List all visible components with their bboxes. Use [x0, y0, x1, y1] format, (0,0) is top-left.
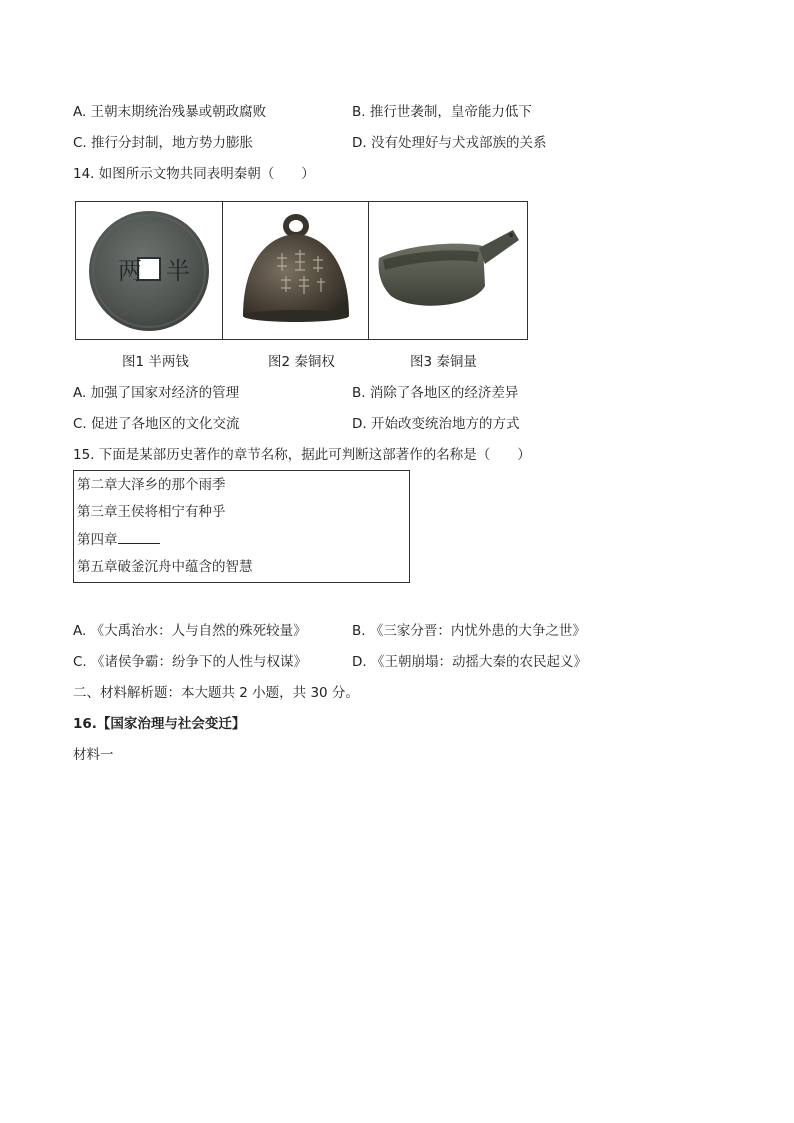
- figure-2-caption: 图2 秦铜权: [268, 354, 335, 370]
- q15-option-b: B. 《三家分晋：内忧外患的大争之世》: [352, 623, 586, 639]
- q15-option-c: C. 《诸侯争霸：纷争下的人性与权谋》: [73, 654, 308, 670]
- q16-title: 16.【国家治理与社会变迁】: [73, 716, 246, 732]
- q14-option-b: B. 消除了各地区的经济差异: [352, 385, 519, 401]
- figure-2-cell: [222, 202, 368, 339]
- chapter-list-box: [73, 470, 410, 583]
- material-one-label: 材料一: [73, 747, 114, 763]
- bronze-measure-icon: [373, 216, 523, 326]
- q13-option-d: D. 没有处理好与犬戎部族的关系: [352, 135, 547, 151]
- figure-3-caption: 图3 秦铜量: [410, 354, 477, 370]
- q13-option-a: A. 王朝末期统治残暴或朝政腐败: [73, 104, 267, 120]
- q14-option-d: D. 开始改变统治地方的方式: [352, 416, 520, 432]
- figure-1-caption: 图1 半两钱: [122, 354, 189, 370]
- q14-figure-panel: [75, 201, 528, 340]
- bronze-weight-icon: [233, 208, 359, 334]
- q14-option-a: A. 加强了国家对经济的管理: [73, 385, 240, 401]
- q13-option-c: C. 推行分封制，地方势力膨胀: [73, 135, 254, 151]
- coin-inscription-left: 两: [118, 256, 142, 285]
- q13-option-b: B. 推行世袭制，皇帝能力低下: [352, 104, 532, 120]
- q15-stem: 15. 下面是某部历史著作的章节名称，据此可判断这部著作的名称是（ ）: [73, 447, 531, 463]
- chapter-4-blank: [118, 531, 160, 544]
- chapter-5: 第五章破釜沉舟中蕴含的智慧: [77, 559, 253, 575]
- coin-inscription-right: 半: [166, 256, 190, 285]
- coin-icon: [86, 208, 212, 334]
- q15-option-a: A. 《大禹治水：人与自然的殊死较量》: [73, 623, 307, 639]
- chapter-2: 第二章大泽乡的那个雨季: [77, 477, 226, 493]
- q15-option-d: D. 《王朝崩塌：动摇大秦的农民起义》: [352, 654, 587, 670]
- section-2-heading: 二、材料解析题：本大题共 2 小题，共 30 分。: [73, 685, 359, 701]
- figure-1-cell: [76, 202, 222, 339]
- figure-3-cell: [368, 202, 527, 339]
- chapter-4: [77, 528, 160, 548]
- q14-stem: 14. 如图所示文物共同表明秦朝（ ）: [73, 166, 315, 182]
- chapter-3: 第三章王侯将相宁有种乎: [77, 504, 226, 520]
- chapter-4-label: 第四章: [77, 532, 118, 548]
- q14-option-c: C. 促进了各地区的文化交流: [73, 416, 240, 432]
